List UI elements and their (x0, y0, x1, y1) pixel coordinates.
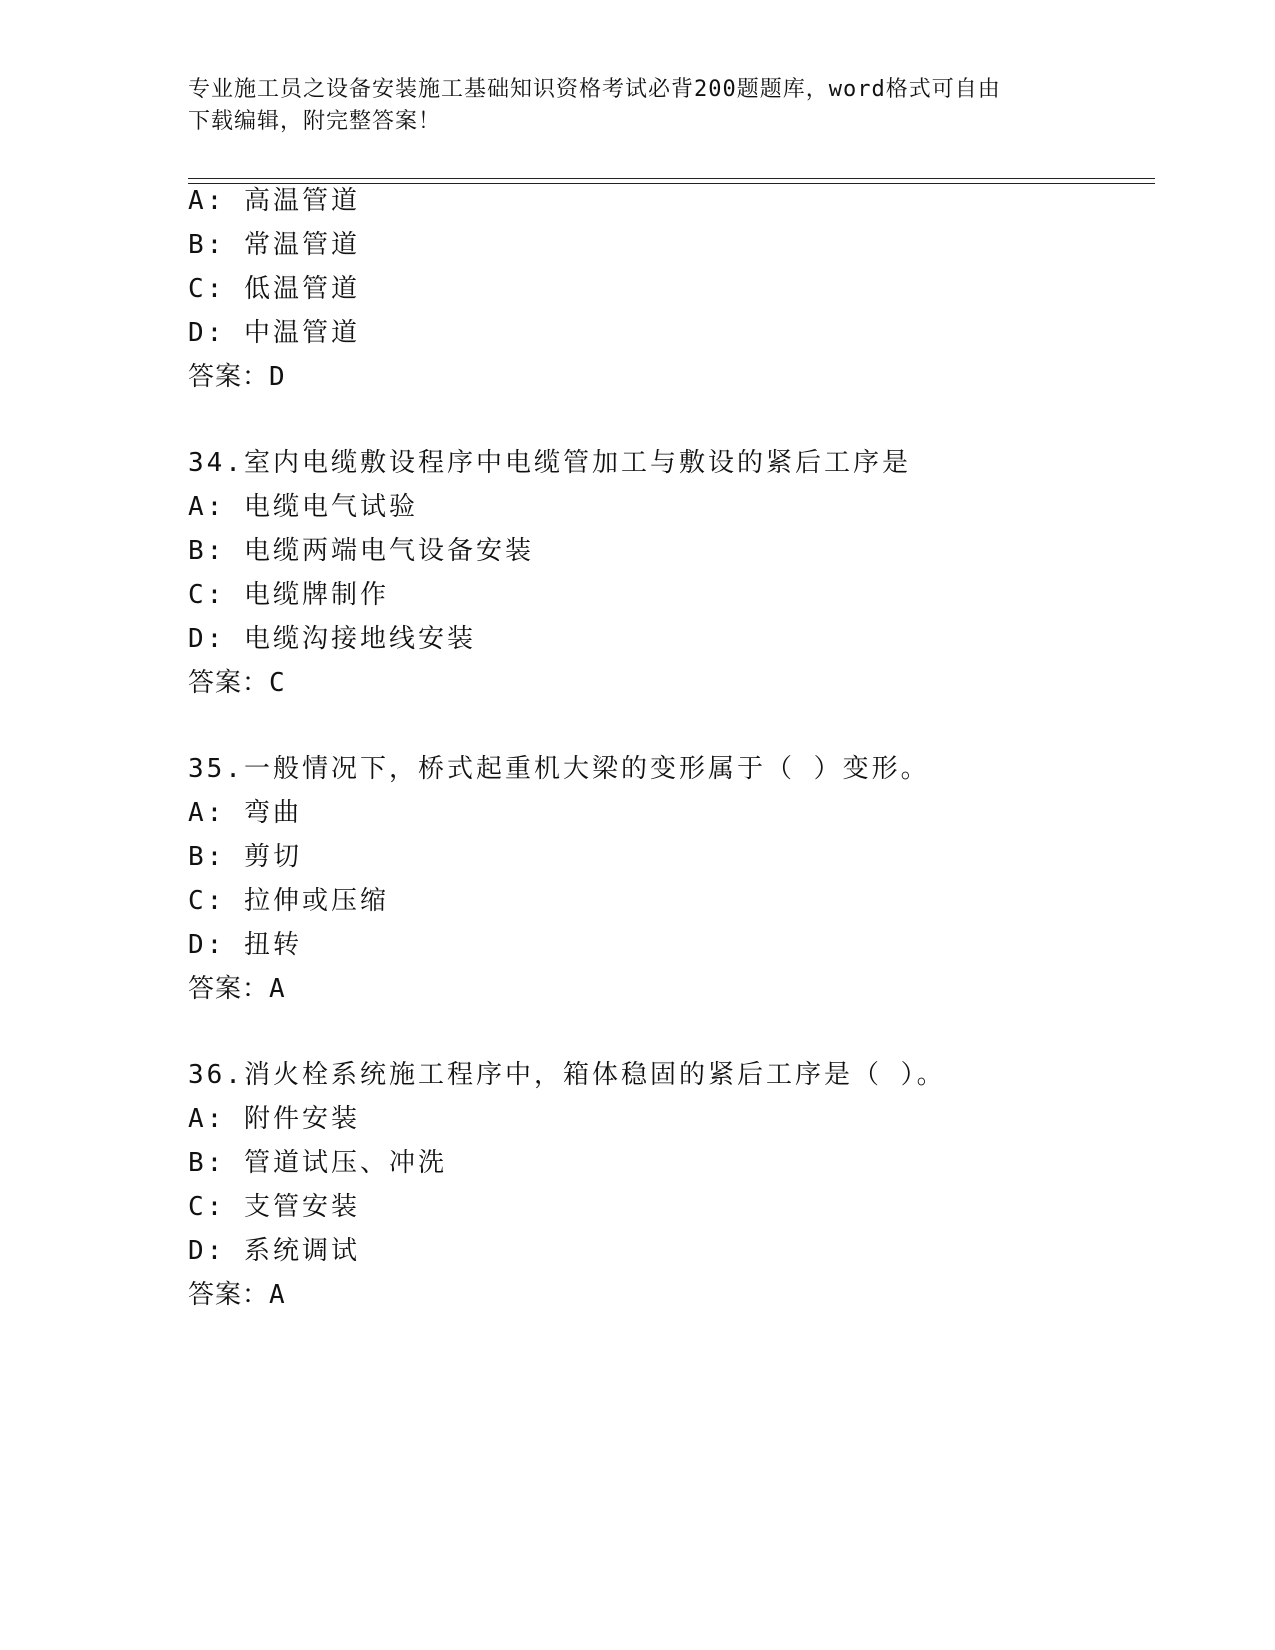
q33-option-b: B: 常温管道 (188, 230, 360, 260)
q36-option-c: C: 支管安装 (188, 1192, 360, 1222)
q33-option-a: A: 高温管道 (188, 186, 360, 216)
q34-option-d: D: 电缆沟接地线安装 (188, 624, 476, 654)
q34-option-a: A: 电缆电气试验 (188, 492, 418, 522)
header-line-1: 专业施工员之设备安装施工基础知识资格考试必背200题题库，word格式可自由 (188, 77, 1001, 102)
q35-question: 35.一般情况下，桥式起重机大梁的变形属于（ ）变形。 (188, 754, 930, 784)
q34-question: 34.室内电缆敷设程序中电缆管加工与敷设的紧后工序是 (188, 448, 911, 478)
q35-option-a: A: 弯曲 (188, 798, 302, 828)
header-divider-top (188, 178, 1155, 179)
q35-option-d: D: 扭转 (188, 930, 302, 960)
document-header (188, 74, 1088, 138)
q33-answer: 答案：D (188, 362, 286, 392)
q35-option-b: B: 剪切 (188, 842, 302, 872)
q36-option-a: A: 附件安装 (188, 1104, 360, 1134)
q34-option-b: B: 电缆两端电气设备安装 (188, 536, 534, 566)
q36-question: 36.消火栓系统施工程序中，箱体稳固的紧后工序是（ ）。 (188, 1060, 946, 1090)
q34-option-c: C: 电缆牌制作 (188, 580, 389, 610)
q33-option-c: C: 低温管道 (188, 274, 360, 304)
q34-answer: 答案：C (188, 668, 286, 698)
q36-option-d: D: 系统调试 (188, 1236, 360, 1266)
q35-answer: 答案：A (188, 974, 286, 1004)
q36-answer: 答案：A (188, 1280, 286, 1310)
header-line-2: 下载编辑，附完整答案！ (188, 109, 442, 134)
q36-option-b: B: 管道试压、冲洗 (188, 1148, 447, 1178)
q35-option-c: C: 拉伸或压缩 (188, 886, 389, 916)
q33-option-d: D: 中温管道 (188, 318, 360, 348)
